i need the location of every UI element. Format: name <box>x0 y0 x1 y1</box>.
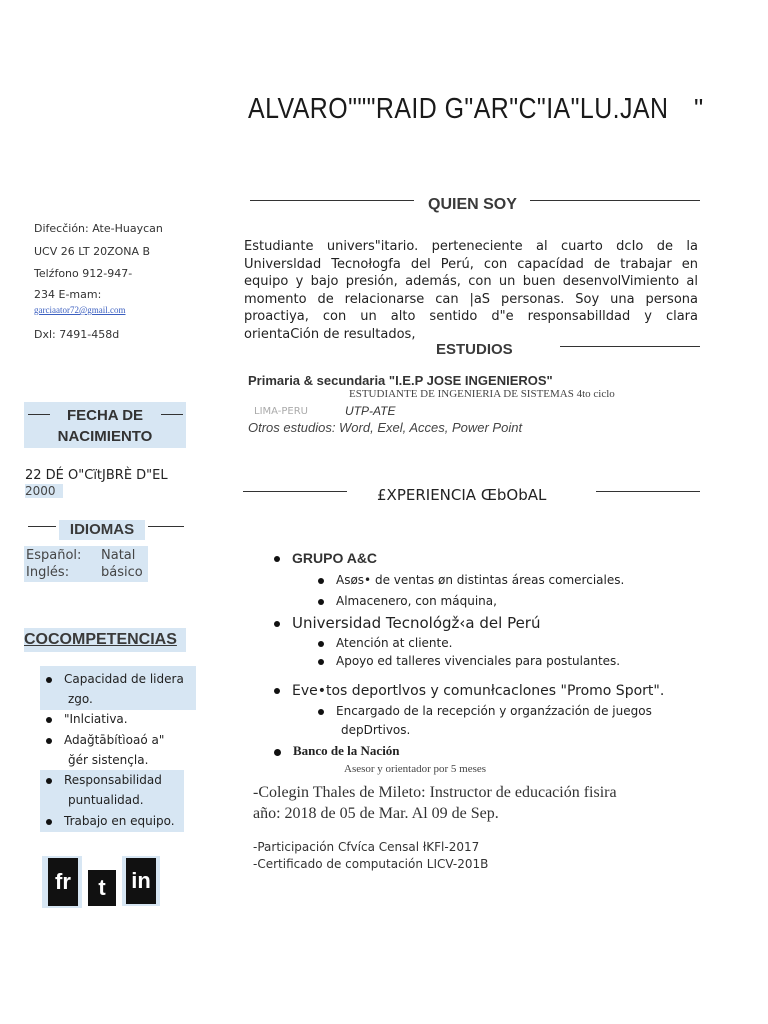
bullet-icon <box>274 749 281 756</box>
job-title: Eve•tos deportlvos y comunłcaclones "Promo Sport". <box>274 683 664 699</box>
bullet-icon <box>318 659 324 665</box>
name-trailing-quote: " <box>694 93 704 123</box>
job-title: Universidad Tecnológž‹a del Perú <box>274 614 540 632</box>
job-title: Banco de la Nación <box>274 743 400 759</box>
education-other: Otros estudios: Word, Exel, Acces, Power Point <box>248 420 523 435</box>
language-level: básico <box>101 565 143 580</box>
twitter-icon[interactable]: t <box>88 870 116 906</box>
bullet-icon <box>46 819 52 825</box>
divider-estudios <box>560 346 700 347</box>
competency-item-continued: ğér sistençla. <box>68 753 149 767</box>
education-location: LIMA-PERU <box>254 406 308 417</box>
contact-email-link[interactable]: garciaator72@gmail.com <box>34 305 126 315</box>
divider-idiomas-right <box>148 526 184 527</box>
job-detail: Encargado de la recepción y organźzación de juegos <box>318 704 652 718</box>
divider-idiomas-left <box>28 526 56 527</box>
divider-experiencia-left <box>243 491 347 492</box>
birthdate-heading-line2: NACIMIENTO <box>57 428 153 445</box>
education-primary: Primaria & secundaria "I.E.P JOSE INGENIEROS" <box>248 373 553 388</box>
about-paragraph: Estudiante univers"itario. perteneciente al cuarto dcIo de la Universldad Tecnołogfa del Perú, con capacídad de trabajar en equipo y bajo presión, además, con un buen desenvolVimiento al momento de relacionarse can |aS personas. Soy una persona proactiya, con un alto sentido d"e responsabilldad y clara orientaCión de resultados, <box>244 239 698 342</box>
bullet-icon <box>274 556 280 562</box>
job-detail-continued: depDrtivos. <box>341 723 411 737</box>
competency-item-continued: puntualidad. <box>68 793 144 807</box>
job-detail: Asesor y orientador por 5 meses <box>344 763 487 775</box>
birthdate-heading-box <box>24 402 186 448</box>
bullet-icon <box>318 578 324 584</box>
teaching-line-1: -Colegin Thales de Mileto: Instructor de educación fisira <box>253 784 617 801</box>
section-heading-quien-soy: QUIEN SOY <box>428 196 517 213</box>
language-name: Inglés: <box>26 565 70 580</box>
resume-name: ALVARO"""RAID G"AR"C"IA"LU.JAN <box>248 93 669 125</box>
job-title: GRUPO A&C <box>274 550 377 566</box>
bullet-icon <box>46 717 52 723</box>
bullet-icon <box>46 738 52 744</box>
job-detail: Atención at cliente. <box>318 636 452 650</box>
section-heading-experiencia: £XPERIENCIA ŒbObAL <box>377 486 547 504</box>
contact-email-label: 234 E-mam: <box>34 288 102 301</box>
section-heading-estudios: ESTUDIOS <box>436 341 513 358</box>
contact-address: Difecčión: Ate-Huaycan <box>34 222 163 235</box>
job-detail: Asøs• de ventas øn distintas áreas comerciales. <box>318 573 624 587</box>
bullet-icon <box>46 778 52 784</box>
birthdate-year: 2000 <box>25 484 63 498</box>
facebook-icon[interactable]: fr <box>48 858 78 906</box>
certificate-line: -Certificado de computación LICV-201B <box>253 857 489 871</box>
bullet-icon <box>274 621 280 627</box>
job-detail: Apoyo ed talleres vivenciales para postulantes. <box>318 654 620 668</box>
bullet-icon <box>274 688 280 694</box>
competency-item: Responsabilidad <box>46 773 162 787</box>
teaching-line-2: año: 2018 de 05 de Mar. Al 09 de Sep. <box>253 805 499 822</box>
languages-box <box>24 546 148 582</box>
participation-line: -Participación Cfvíca Censal łKFl-2017 <box>253 840 480 854</box>
linkedin-icon[interactable]: in <box>126 858 156 904</box>
birthdate-value: 22 DÉ O"CïtJBRÈ D"EL <box>25 468 168 483</box>
education-institution: UTP-ATE <box>345 404 396 418</box>
birthdate-heading-line1: FECHA DE <box>66 407 144 424</box>
bullet-icon <box>318 599 324 605</box>
bullet-icon <box>46 677 52 683</box>
contact-phone: Telźfono 912-947- <box>34 267 133 280</box>
competency-item: "Inlciativa. <box>46 712 128 726</box>
contact-dni: Dxl: 7491-458d <box>34 328 120 341</box>
divider-experiencia-right <box>596 491 700 492</box>
job-detail: Almacenero, con máquina, <box>318 594 497 608</box>
education-university-note: ESTUDIANTE DE INGENIERIA DE SISTEMAS 4to ciclo <box>349 388 615 400</box>
section-heading-idiomas: IDIOMAS <box>59 520 145 540</box>
language-level: Natal <box>101 548 136 563</box>
competency-item: Trabajo en equipo. <box>46 814 175 828</box>
contact-lot: UCV 26 LT 20ZONA B <box>34 245 151 258</box>
competency-item: Adağtābítìoaó a" <box>46 733 164 747</box>
bullet-icon <box>318 709 324 715</box>
language-name: Español: <box>26 548 82 563</box>
competency-item: Capacidad de lidera <box>46 672 184 686</box>
divider-left <box>250 200 414 201</box>
section-heading-competencias: COCOMPETENCIAS <box>24 628 186 652</box>
competency-item-continued: zgo. <box>68 692 93 706</box>
divider-right <box>530 200 700 201</box>
bullet-icon <box>318 641 324 647</box>
